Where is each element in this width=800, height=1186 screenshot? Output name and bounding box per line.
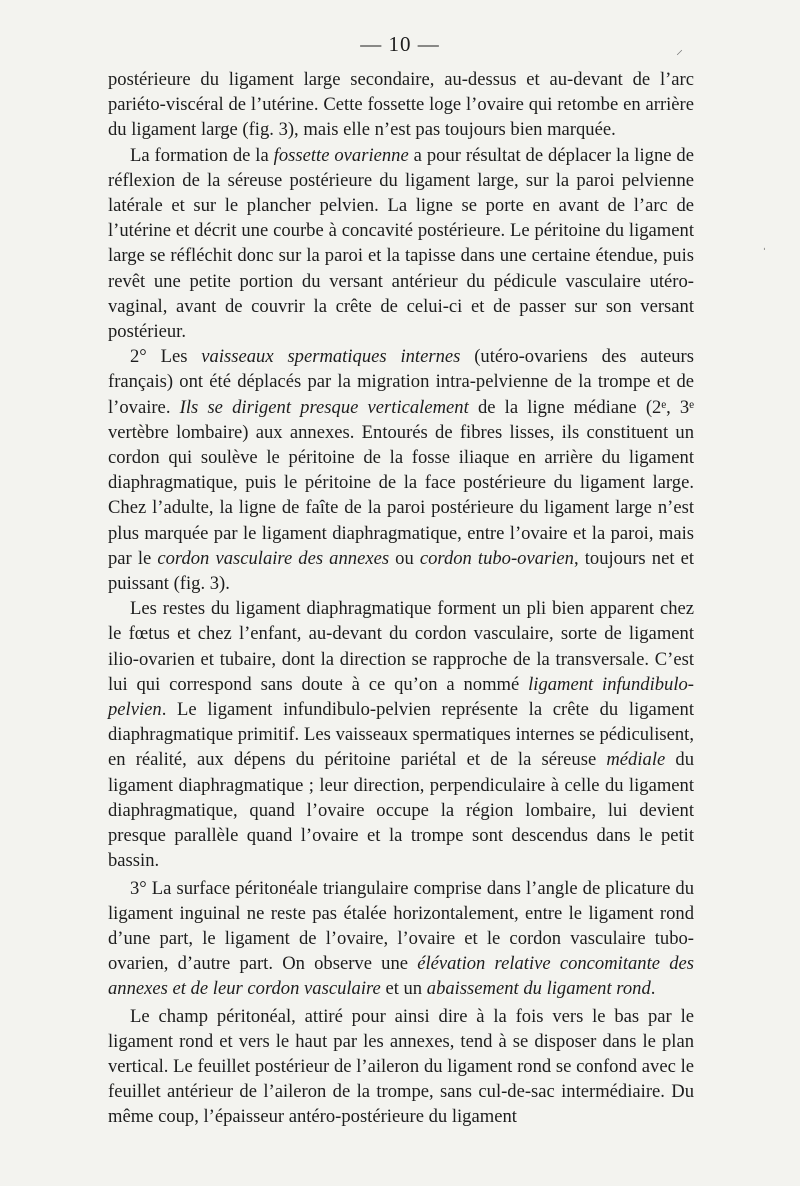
- text-run: a pour résultat de déplacer la ligne de réflexion de la séreuse postérieure du ligament large, sur la paroi pelvienne latérale et sur le plancher pelvien. La ligne se porte en avant de l’arc de l’utérine et décrit une courbe à concavité postérieure. Le péritoine du ligament large se réfléchit donc sur la paroi et la tapisse dans une certaine étendue, puis revêt une petite portion du versant antérieur du pédicule vasculaire utéro-vaginal, avant de couvrir la crête de celui-ci et de passer sur son versant postérieur.: [108, 144, 694, 343]
- italic-text: ligament infundibulo-pelvien: [108, 673, 694, 721]
- text-run: .: [650, 978, 656, 1000]
- text-run: du ligament diaphragmatique ; leur direction, perpendiculaire à celle du ligament diaphragmatique, quand l’ovaire occupe la région lombaire, lui devient presque parallèle quand l’ovaire et la trompe sont descendus dans le petit bassin.: [108, 749, 694, 872]
- text-run: 3° La surface péritonéale triangulaire comprise dans l’angle de plicature du ligament inguinal ne reste pas étalée horizontalement, entre le ligament rond d’une part, le ligament de l’ovaire, l’ovaire et le cordon vasculaire tubo-ovarien, d’autre part. On observe une: [108, 877, 694, 975]
- page-number: — 10 —: [360, 32, 440, 56]
- italic-text: Ils se dirigent presque verticalement: [179, 396, 469, 418]
- paragraph: [108, 1004, 694, 1130]
- italic-text: médiale: [606, 749, 666, 771]
- paragraph: [108, 596, 694, 873]
- italic-text: cordon tubo-ovarien: [419, 547, 574, 569]
- text-run: et un: [380, 978, 427, 1000]
- paragraph: [108, 143, 694, 345]
- italic-text: abaissement du ligament rond: [426, 978, 651, 1000]
- italic-text: fossette ovarienne: [273, 144, 409, 166]
- margin-mark: ⸝: [676, 43, 683, 58]
- paragraph: [108, 344, 694, 596]
- text-run: postérieure du ligament large secondaire, au-dessus et au-devant de l’arc pariéto-viscéral de l’utérine. Cette fossette loge l’ovaire qui retombe en arrière du ligament large (fig. 3), mais elle n’est pas toujours bien marquée.: [108, 69, 694, 141]
- text-run: , toujours net et puissant (fig. 3).: [108, 547, 694, 595]
- text-run: La formation de la: [130, 144, 274, 166]
- italic-text: vaisseaux spermatiques internes: [201, 346, 461, 368]
- italic-text: élévation relative concomitante des annexes et de leur cordon vasculaire: [108, 953, 694, 1000]
- italic-text: cordon vasculaire des annexes: [157, 547, 390, 569]
- text-run: ou: [389, 547, 420, 569]
- text-run: Les restes du ligament diaphragmatique forment un pli bien apparent chez le fœtus et chez l’enfant, au-devant du cordon vasculaire, sorte de ligament ilio-ovarien et tubaire, dont la direction se rapproche de la transversale. C’est lui qui correspond sans doute à ce qu’on a nommé: [108, 598, 694, 695]
- margin-mark: ˌ: [762, 236, 767, 251]
- text-run: 2° Les: [130, 346, 202, 368]
- text-run: (utéro-ovariens des auteurs français) ont été déplacés par la migration intra-pelvienne de la trompe et de l’ovaire.: [108, 346, 694, 418]
- page-body: [108, 67, 694, 1130]
- paragraph: [108, 876, 694, 1002]
- text-run: Le champ péritonéal, attiré pour ainsi dire à la fois vers le bas par le ligament rond et vers le haut par les annexes, tend à se disposer dans le plan vertical. Le feuillet postérieur de l’aileron du ligament rond se confond avec le feuillet antérieur de l’aileron de la trompe, sans cul-de-sac intermédiaire. Du même coup, l’épaisseur antéro-postérieure du ligament: [108, 1005, 694, 1128]
- text-run: de la ligne médiane (2ᵉ, 3ᵉ vertèbre lombaire) aux annexes. Entourés de fibres lisses, ils constituent un cordon qui soulève le péritoine de la fosse iliaque en arrière du ligament diaphragmatique, puis le péritoine de la face postérieure du ligament large. Chez l’adulte, la ligne de faîte de la paroi postérieure du ligament large n’est plus marquée par le ligament diaphragmatique, entre l’ovaire et la paroi, mais par le: [108, 396, 694, 569]
- text-run: . Le ligament infundibulo-pelvien représente la crête du ligament diaphragmatique primitif. Les vaisseaux spermatiques internes se pédiculisent, en réalité, aux dépens du péritoine pariétal et de la séreuse: [108, 699, 694, 771]
- paragraph: [108, 67, 694, 143]
